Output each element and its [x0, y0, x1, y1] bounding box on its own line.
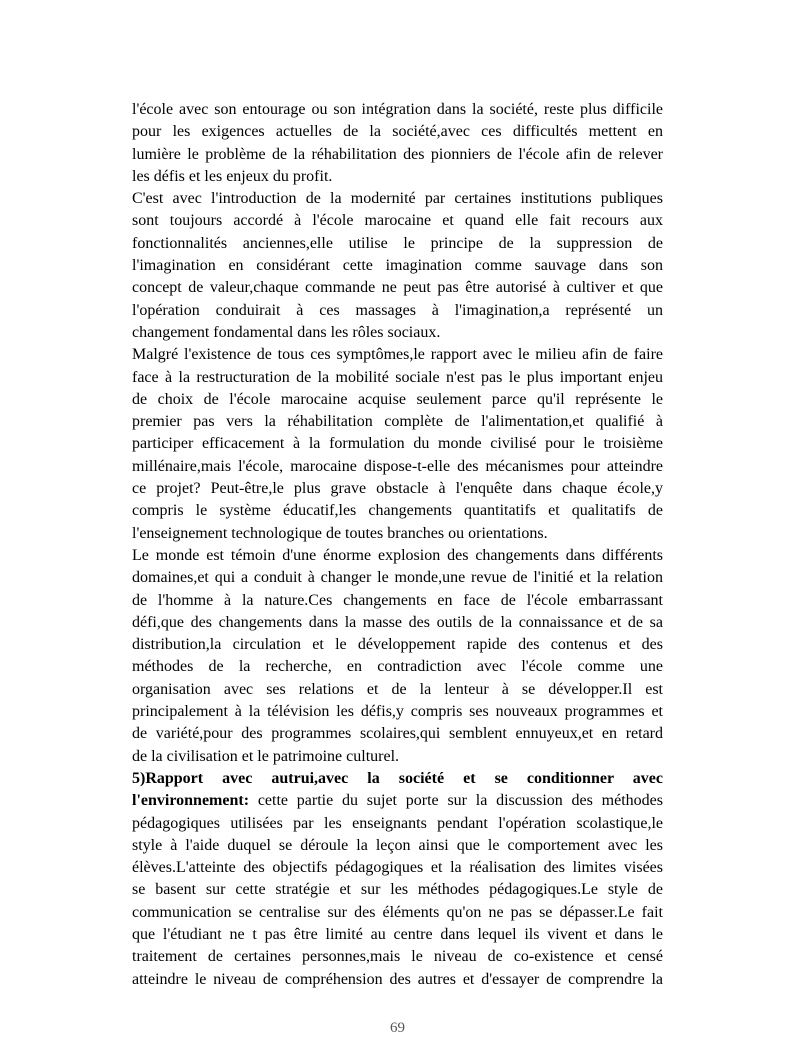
text-line: élèves.L'atteinte des objectifs pédagogiques et la réalisation des limites visées — [132, 859, 663, 877]
bold-text-segment: 5)Rapport avec autrui,avec la société et se conditionner avec — [132, 769, 663, 787]
text-line — [132, 790, 663, 812]
text-line: distribution,la circulation et le développement rapide des contenus et des — [132, 636, 663, 654]
text-line: de l'homme à la nature.Ces changements en face de l'école embarrassant — [132, 591, 663, 609]
text-line: style à l'aide duquel se déroule la leçon ainsi que le comportement avec les — [132, 836, 663, 854]
text-line: Malgré l'existence de tous ces symptômes,le rapport avec le milieu afin de faire — [132, 346, 663, 364]
text-block — [132, 99, 663, 991]
text-line: défi,que des changements dans la masse des outils de la connaissance et de sa — [132, 613, 663, 631]
bold-text-segment: l'environnement: — [132, 792, 250, 810]
text-line: premier pas vers la réhabilitation complète de l'alimentation,et qualifié à — [132, 413, 663, 431]
text-line: concept de valeur,chaque commande ne peut pas être autorisé à cultiver et que — [132, 279, 663, 297]
paragraph — [132, 99, 663, 188]
text-line: de variété,pour des programmes scolaires,qui semblent ennuyeux,et en retard — [132, 725, 663, 743]
text-line: principalement à la télévision les défis,y compris ses nouveaux programmes et — [132, 703, 663, 721]
text-line: lumière le problème de la réhabilitation des pionniers de l'école afin de relever — [132, 145, 663, 163]
text-line: pour les exigences actuelles de la société,avec ces difficultés mettent en — [132, 123, 663, 141]
text-line: que l'étudiant ne t pas être limité au centre dans lequel ils vivent et dans le — [132, 925, 663, 943]
text-line: l'école avec son entourage ou son intégration dans la société, reste plus difficile — [132, 101, 663, 118]
text-line: traitement de certaines personnes,mais le niveau de co-existence et censé — [132, 948, 663, 966]
text-line: ce projet? Peut-être,le plus grave obstacle à l'enquête dans chaque école,y — [132, 480, 663, 498]
text-line: l'opération conduirait à ces massages à l'imagination,a représenté un — [132, 301, 663, 319]
text-line: Le monde est témoin d'une énorme explosion des changements dans différents — [132, 546, 663, 564]
page-number: 69 — [390, 1020, 405, 1036]
text-line: face à la restructuration de la mobilité sociale n'est pas le plus important enjeu — [132, 368, 663, 386]
text-line: sont toujours accordé à l'école marocaine et quand elle fait recours aux — [132, 212, 663, 230]
paragraph — [132, 344, 663, 545]
text-line: changement fondamental dans les rôles sociaux. — [132, 323, 441, 341]
text-line: les défis et les enjeux du profit. — [132, 167, 333, 185]
text-line: l'enseignement technologique de toutes branches ou orientations. — [132, 524, 548, 542]
text-line: millénaire,mais l'école, marocaine dispose-t-elle des mécanismes pour atteindre — [132, 457, 663, 475]
text-line: C'est avec l'introduction de la modernité par certaines institutions publiques — [132, 190, 663, 208]
text-segment: cette partie du sujet porte sur la discussion des méthodes — [249, 792, 663, 810]
paragraph — [132, 188, 663, 344]
text-line: domaines,et qui a conduit à changer le monde,une revue de l'initié et la relation — [132, 569, 663, 587]
text-line: communication se centralise sur des éléments qu'on ne pas se dépasser.Le fait — [132, 903, 663, 921]
text-line: fonctionnalités anciennes,elle utilise le principe de la suppression de — [132, 234, 663, 252]
text-line: se basent sur cette stratégie et sur les méthodes pédagogiques.Le style de — [132, 881, 663, 899]
paragraph — [132, 768, 663, 991]
text-line: de la civilisation et le patrimoine culturel. — [132, 747, 400, 765]
text-line — [132, 768, 663, 790]
text-line: méthodes de la recherche, en contradiction avec l'école comme une — [132, 658, 663, 676]
text-line: l'imagination en considérant cette imagination comme sauvage dans son — [132, 257, 663, 275]
paragraph — [132, 545, 663, 768]
text-line: organisation avec ses relations et de la lenteur à se développer.Il est — [132, 680, 663, 698]
text-line: compris le système éducatif,les changements quantitatifs et qualitatifs de — [132, 502, 663, 520]
text-line: pédagogiques utilisées par les enseignants pendant l'opération scolastique,le — [132, 814, 663, 832]
text-line: participer efficacement à la formulation du monde civilisé pour le troisième — [132, 435, 663, 453]
text-line: atteindre le niveau de compréhension des autres et d'essayer de comprendre la — [132, 970, 663, 988]
text-line: de choix de l'école marocaine acquise seulement parce qu'il représente le — [132, 390, 663, 408]
